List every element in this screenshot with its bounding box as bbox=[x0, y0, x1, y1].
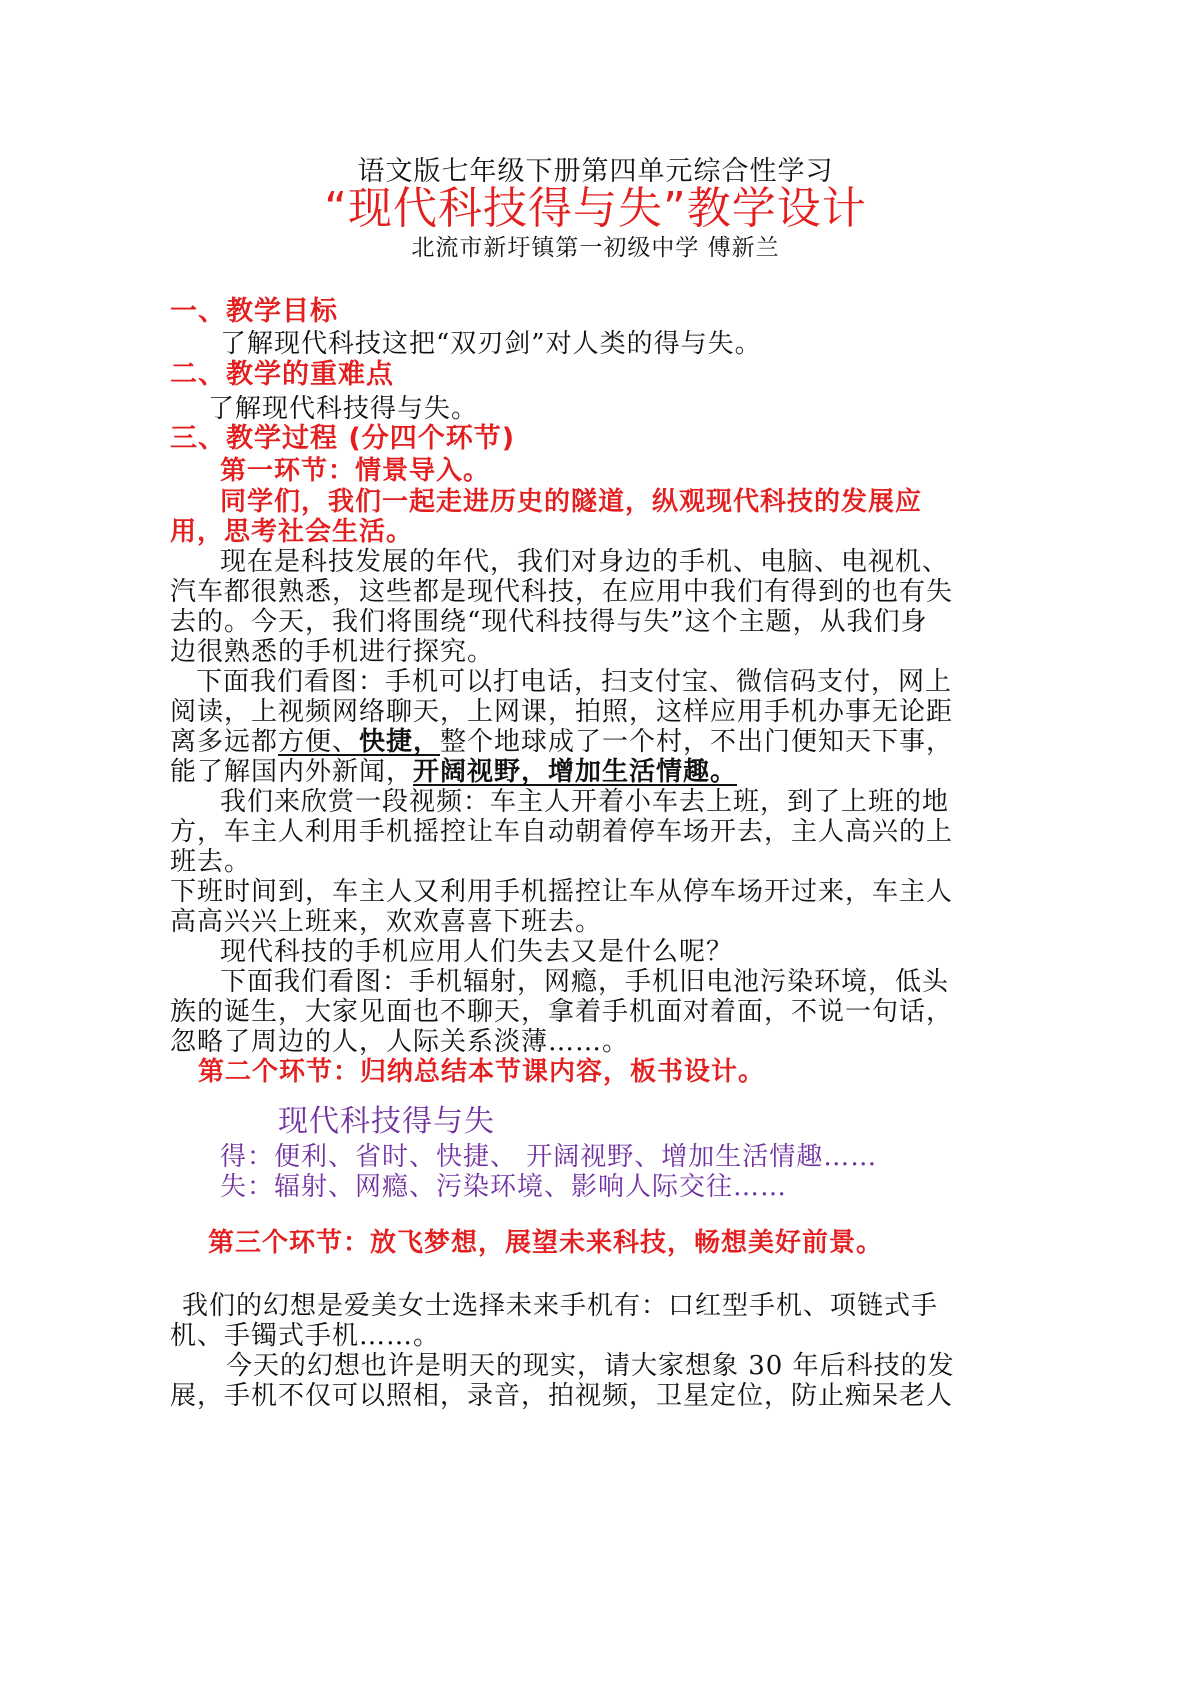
paragraph-line: 阅读，上视频网络聊天，上网课，拍照，这样应用手机办事无论距 bbox=[170, 697, 954, 727]
part1-intro-line: 用，思考社会生活。 bbox=[170, 517, 414, 547]
text-run: 能了解国内外新闻， bbox=[170, 757, 414, 787]
paragraph-line: 高高兴兴上班来，欢欢喜喜下班去。 bbox=[170, 907, 603, 937]
paragraph-line bbox=[170, 726, 953, 758]
section-heading-process: 三、教学过程 (分四个环节) bbox=[170, 423, 516, 454]
paragraph-line: 忽略了周边的人，人际关系淡薄……。 bbox=[170, 1027, 630, 1057]
board-loss-line: 失：辐射、网瘾、污染环境、影响人际交往…… bbox=[220, 1172, 788, 1202]
document-title: “现代科技得与失”教学设计 bbox=[324, 183, 867, 234]
part2-heading: 第二个环节：归纳总结本节课内容，板书设计。 bbox=[198, 1057, 766, 1087]
paragraph-line bbox=[170, 756, 737, 788]
paragraph-line: 班去。 bbox=[170, 847, 252, 877]
part1-heading: 第一环节：情景导入。 bbox=[220, 456, 491, 486]
document-author: 北流市新圩镇第一初级中学 傅新兰 bbox=[411, 235, 780, 261]
board-title: 现代科技得与失 bbox=[278, 1104, 495, 1139]
paragraph-line: 下面我们看图：手机辐射，网瘾，手机旧电池污染环境，低头 bbox=[220, 967, 950, 997]
underlined-bold-text: 快捷， bbox=[359, 727, 441, 757]
paragraph-line: 我们的幻想是爱美女士选择未来手机有：口红型手机、项链式手 bbox=[182, 1291, 939, 1321]
paragraph-line: 我们来欣赏一段视频：车主人开着小车去上班，到了上班的地 bbox=[220, 787, 950, 817]
section-body-keypoints: 了解现代科技得与失。 bbox=[208, 394, 479, 424]
paragraph-line: 今天的幻想也许是明天的现实，请大家想象 30 年后科技的发 bbox=[226, 1351, 955, 1381]
board-gain-line: 得：便利、省时、快捷、 开阔视野、增加生活情趣…… bbox=[220, 1142, 878, 1172]
paragraph-line: 下面我们看图：手机可以打电话，扫支付宝、微信码支付，网上 bbox=[196, 667, 953, 697]
paragraph-line: 机、手镯式手机……。 bbox=[170, 1321, 441, 1351]
text-run: 离多远都 bbox=[170, 727, 279, 757]
paragraph-line: 汽车都很熟悉，这些都是现代科技，在应用中我们有得到的也有失 bbox=[170, 577, 954, 607]
paragraph-line: 族的诞生，大家见面也不聊天，拿着手机面对着面，不说一句话， bbox=[170, 997, 954, 1027]
text-run: 整个地球成了一个村，不出门便知天下事， bbox=[440, 727, 954, 757]
part3-heading: 第三个环节：放飞梦想，展望未来科技，畅想美好前景。 bbox=[208, 1228, 884, 1258]
section-heading-goals: 一、教学目标 bbox=[170, 296, 338, 327]
section-heading-keypoints: 二、教学的重难点 bbox=[170, 359, 394, 390]
section-body-goals: 了解现代科技这把“双刃剑”对人类的得与失。 bbox=[220, 329, 762, 359]
document-subtitle: 语文版七年级下册第四单元综合性学习 bbox=[357, 156, 834, 187]
paragraph-line: 下班时间到，车主人又利用手机摇控让车从停车场开过来，车主人 bbox=[170, 877, 954, 907]
paragraph-line: 现代科技的手机应用人们失去又是什么呢？ bbox=[220, 937, 734, 967]
paragraph-line: 展，手机不仅可以照相，录音，拍视频，卫星定位，防止痴呆老人 bbox=[170, 1381, 954, 1411]
part1-intro-line: 同学们，我们一起走进历史的隧道，纵观现代科技的发展应 bbox=[220, 487, 923, 517]
paragraph-line: 方，车主人利用手机摇控让车自动朝着停车场开去，主人高兴的上 bbox=[170, 817, 954, 847]
underlined-bold-text: 开阔视野，增加生活情趣。 bbox=[413, 757, 738, 787]
underlined-text: 方便、 bbox=[278, 727, 360, 757]
paragraph-line: 边很熟悉的手机进行探究。 bbox=[170, 637, 495, 667]
paragraph-line: 去的。今天，我们将围绕“现代科技得与失”这个主题，从我们身 bbox=[170, 607, 928, 637]
paragraph-line: 现在是科技发展的年代，我们对身边的手机、电脑、电视机、 bbox=[220, 547, 950, 577]
